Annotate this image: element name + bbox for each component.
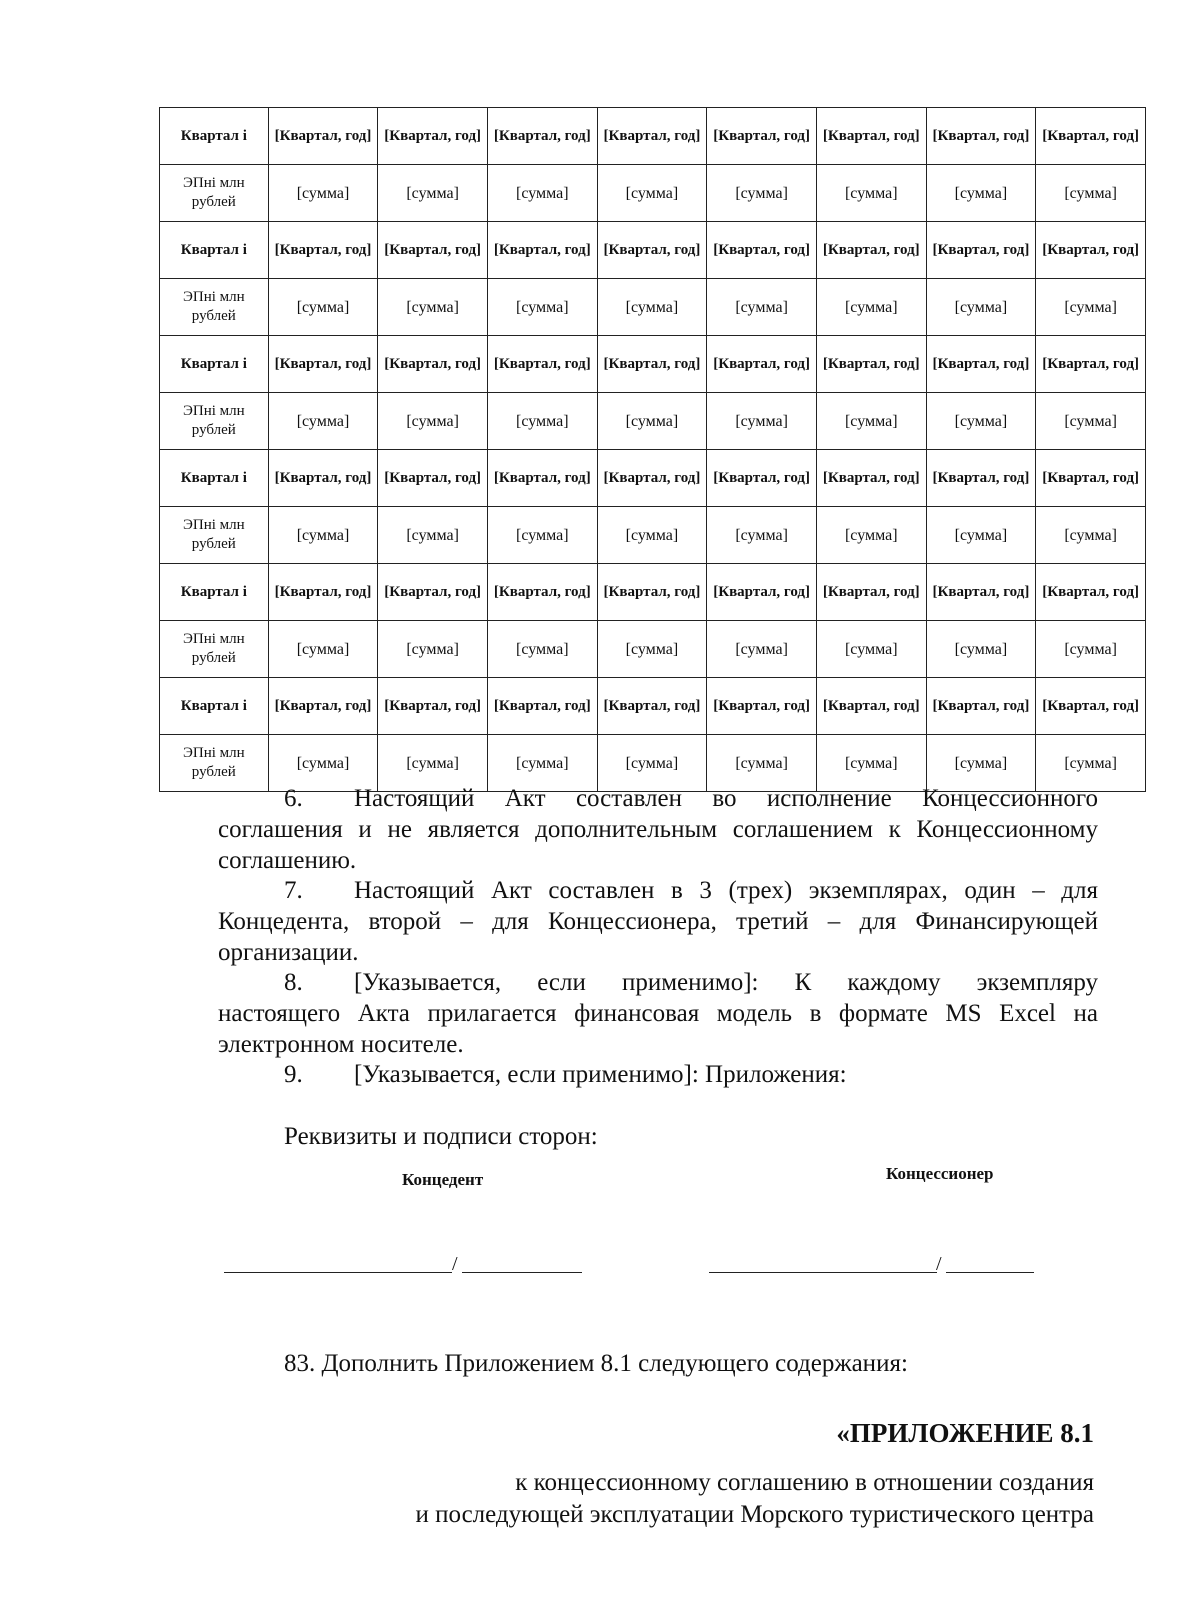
quarter-cell: [Квартал, год]: [378, 450, 488, 507]
amount-cell: [сумма]: [926, 621, 1036, 678]
quarter-cell: [Квартал, год]: [816, 336, 926, 393]
paragraph-number: 7.: [284, 877, 303, 904]
quarter-cell: [Квартал, год]: [597, 450, 707, 507]
amount-cell: [сумма]: [816, 279, 926, 336]
quarter-cell: [Квартал, год]: [1036, 108, 1146, 165]
amount-cell: [сумма]: [707, 735, 817, 792]
quarter-cell: [Квартал, год]: [597, 678, 707, 735]
row-label-quarter: Квартал i: [160, 678, 269, 735]
amount-cell: [сумма]: [1036, 735, 1146, 792]
quarter-cell: [Квартал, год]: [1036, 336, 1146, 393]
quarter-cell: [Квартал, год]: [378, 222, 488, 279]
amount-cell: [сумма]: [378, 621, 488, 678]
paragraph-rest: Концедента, второй – для Концессионера, третий – для Финансирующей организации.: [218, 908, 1098, 966]
quarter-row: [160, 678, 1146, 735]
quarter-cell: [Квартал, год]: [926, 336, 1036, 393]
quarter-row: [160, 222, 1146, 279]
amount-cell: [сумма]: [268, 165, 378, 222]
appendix-subtitle-line-2: и последующей эксплуатации Морского туристического центра: [415, 1501, 1094, 1528]
amount-cell: [сумма]: [926, 735, 1036, 792]
grantor-signature-slash: /: [452, 1253, 458, 1275]
quarter-cell: [Квартал, год]: [1036, 450, 1146, 507]
concessionaire-signature-slash: /: [936, 1253, 942, 1275]
quarter-cell: [Квартал, год]: [378, 678, 488, 735]
amount-cell: [сумма]: [707, 165, 817, 222]
item-83: 83. Дополнить Приложением 8.1 следующего содержания:: [284, 1350, 908, 1377]
quarter-row: [160, 336, 1146, 393]
amount-cell: [сумма]: [707, 279, 817, 336]
quarter-cell: [Квартал, год]: [268, 678, 378, 735]
paragraph-8: [218, 967, 1098, 1060]
paragraph-rest: настоящего Акта прилагается финансовая модель в формате MS Excel на электронном носителе.: [218, 1000, 1098, 1058]
row-label-quarter: Квартал i: [160, 564, 269, 621]
quarter-cell: [Квартал, год]: [707, 450, 817, 507]
amount-cell: [сумма]: [487, 279, 597, 336]
amount-cell: [сумма]: [926, 393, 1036, 450]
quarter-cell: [Квартал, год]: [816, 450, 926, 507]
row-label-amount: ЭПнi млн рублей: [160, 735, 269, 792]
quarter-cell: [Квартал, год]: [487, 336, 597, 393]
amount-row: [160, 279, 1146, 336]
amount-row: [160, 393, 1146, 450]
amount-cell: [сумма]: [268, 507, 378, 564]
row-label-quarter: Квартал i: [160, 336, 269, 393]
amount-cell: [сумма]: [707, 393, 817, 450]
amount-cell: [сумма]: [597, 165, 707, 222]
row-label-quarter: Квартал i: [160, 222, 269, 279]
amount-cell: [сумма]: [268, 279, 378, 336]
amount-cell: [сумма]: [926, 279, 1036, 336]
amount-cell: [сумма]: [816, 165, 926, 222]
quarter-cell: [Квартал, год]: [268, 336, 378, 393]
paragraph-first-line: Настоящий Акт составлен во исполнение Концессионного: [354, 785, 1098, 812]
quarter-cell: [Квартал, год]: [816, 108, 926, 165]
quarter-cell: [Квартал, год]: [1036, 222, 1146, 279]
amount-cell: [сумма]: [378, 165, 488, 222]
paragraph-number: 6.: [284, 785, 303, 812]
quarter-cell: [Квартал, год]: [1036, 564, 1146, 621]
quarter-cell: [Квартал, год]: [926, 678, 1036, 735]
quarter-cell: [Квартал, год]: [268, 564, 378, 621]
quarter-cell: [Квартал, год]: [707, 108, 817, 165]
quarter-cell: [Квартал, год]: [378, 108, 488, 165]
paragraph-rest: соглашения и не является дополнительным соглашением к Концессионному соглашению.: [218, 816, 1098, 874]
paragraph-7: [218, 875, 1098, 968]
amount-row: [160, 165, 1146, 222]
quarter-cell: [Квартал, год]: [268, 222, 378, 279]
quarter-row: [160, 450, 1146, 507]
amount-row: [160, 507, 1146, 564]
amount-cell: [сумма]: [378, 507, 488, 564]
payments-table: [159, 107, 1146, 792]
quarter-cell: [Квартал, год]: [597, 108, 707, 165]
amount-cell: [сумма]: [597, 735, 707, 792]
paragraph-first-line: [Указывается, если применимо]: К каждому экземпляру: [354, 969, 1098, 996]
quarter-cell: [Квартал, год]: [487, 564, 597, 621]
quarter-cell: [Квартал, год]: [487, 222, 597, 279]
amount-cell: [сумма]: [487, 165, 597, 222]
paragraph-first-line: [Указывается, если применимо]: Приложения:: [354, 1061, 847, 1088]
quarter-cell: [Квартал, год]: [597, 336, 707, 393]
appendix-subtitle-line-1: к концессионному соглашению в отношении создания: [515, 1469, 1094, 1496]
amount-cell: [сумма]: [816, 507, 926, 564]
quarter-row: [160, 564, 1146, 621]
quarter-cell: [Квартал, год]: [707, 678, 817, 735]
row-label-amount: ЭПнi млн рублей: [160, 165, 269, 222]
concessionaire-name-line: [946, 1272, 1034, 1273]
row-label-quarter: Квартал i: [160, 108, 269, 165]
row-label-amount: ЭПнi млн рублей: [160, 507, 269, 564]
amount-cell: [сумма]: [487, 393, 597, 450]
grantor-signature-line: [224, 1272, 452, 1273]
quarter-cell: [Квартал, год]: [816, 564, 926, 621]
amount-cell: [сумма]: [597, 279, 707, 336]
requisites-heading: Реквизиты и подписи сторон:: [284, 1123, 598, 1150]
quarter-cell: [Квартал, год]: [1036, 678, 1146, 735]
amount-cell: [сумма]: [268, 393, 378, 450]
grantor-label: Концедент: [402, 1170, 484, 1189]
paragraph-number: 8.: [284, 969, 303, 996]
quarter-cell: [Квартал, год]: [378, 336, 488, 393]
row-label-amount: ЭПнi млн рублей: [160, 279, 269, 336]
amount-cell: [сумма]: [378, 735, 488, 792]
amount-row: [160, 621, 1146, 678]
concessionaire-label: Концессионер: [886, 1164, 994, 1183]
quarter-cell: [Квартал, год]: [707, 564, 817, 621]
quarter-cell: [Квартал, год]: [816, 678, 926, 735]
concessionaire-signature-line: [709, 1272, 937, 1273]
amount-cell: [сумма]: [816, 393, 926, 450]
payments-table-body: [160, 108, 1146, 792]
row-label-amount: ЭПнi млн рублей: [160, 393, 269, 450]
amount-cell: [сумма]: [926, 165, 1036, 222]
amount-cell: [сумма]: [597, 393, 707, 450]
quarter-cell: [Квартал, год]: [268, 450, 378, 507]
amount-cell: [сумма]: [597, 507, 707, 564]
paragraph-first-line: Настоящий Акт составлен в 3 (трех) экземплярах, один – для: [354, 877, 1098, 904]
quarter-cell: [Квартал, год]: [926, 450, 1036, 507]
row-label-amount: ЭПнi млн рублей: [160, 621, 269, 678]
amount-cell: [сумма]: [378, 393, 488, 450]
amount-cell: [сумма]: [707, 621, 817, 678]
quarter-cell: [Квартал, год]: [926, 564, 1036, 621]
amount-cell: [сумма]: [926, 507, 1036, 564]
amount-cell: [сумма]: [707, 507, 817, 564]
quarter-cell: [Квартал, год]: [597, 222, 707, 279]
amount-cell: [сумма]: [1036, 507, 1146, 564]
quarter-cell: [Квартал, год]: [487, 678, 597, 735]
quarter-cell: [Квартал, год]: [926, 222, 1036, 279]
row-label-quarter: Квартал i: [160, 450, 269, 507]
quarter-cell: [Квартал, год]: [707, 336, 817, 393]
quarter-cell: [Квартал, год]: [597, 564, 707, 621]
quarter-cell: [Квартал, год]: [487, 108, 597, 165]
amount-cell: [сумма]: [816, 621, 926, 678]
paragraph-number: 9.: [284, 1061, 303, 1088]
quarter-cell: [Квартал, год]: [707, 222, 817, 279]
quarter-row: [160, 108, 1146, 165]
amount-cell: [сумма]: [1036, 621, 1146, 678]
amount-cell: [сумма]: [487, 621, 597, 678]
amount-cell: [сумма]: [268, 621, 378, 678]
amount-cell: [сумма]: [597, 621, 707, 678]
quarter-cell: [Квартал, год]: [816, 222, 926, 279]
appendix-title: «ПРИЛОЖЕНИЕ 8.1: [836, 1418, 1094, 1448]
amount-cell: [сумма]: [1036, 165, 1146, 222]
quarter-cell: [Квартал, год]: [378, 564, 488, 621]
quarter-cell: [Квартал, год]: [487, 450, 597, 507]
amount-cell: [сумма]: [1036, 393, 1146, 450]
amount-cell: [сумма]: [816, 735, 926, 792]
paragraph-6: [218, 783, 1098, 876]
amount-cell: [сумма]: [487, 507, 597, 564]
amount-cell: [сумма]: [1036, 279, 1146, 336]
amount-cell: [сумма]: [378, 279, 488, 336]
quarter-cell: [Квартал, год]: [926, 108, 1036, 165]
amount-cell: [сумма]: [487, 735, 597, 792]
quarter-cell: [Квартал, год]: [268, 108, 378, 165]
grantor-name-line: [462, 1272, 582, 1273]
paragraph-9: [218, 1059, 1098, 1090]
amount-cell: [сумма]: [268, 735, 378, 792]
